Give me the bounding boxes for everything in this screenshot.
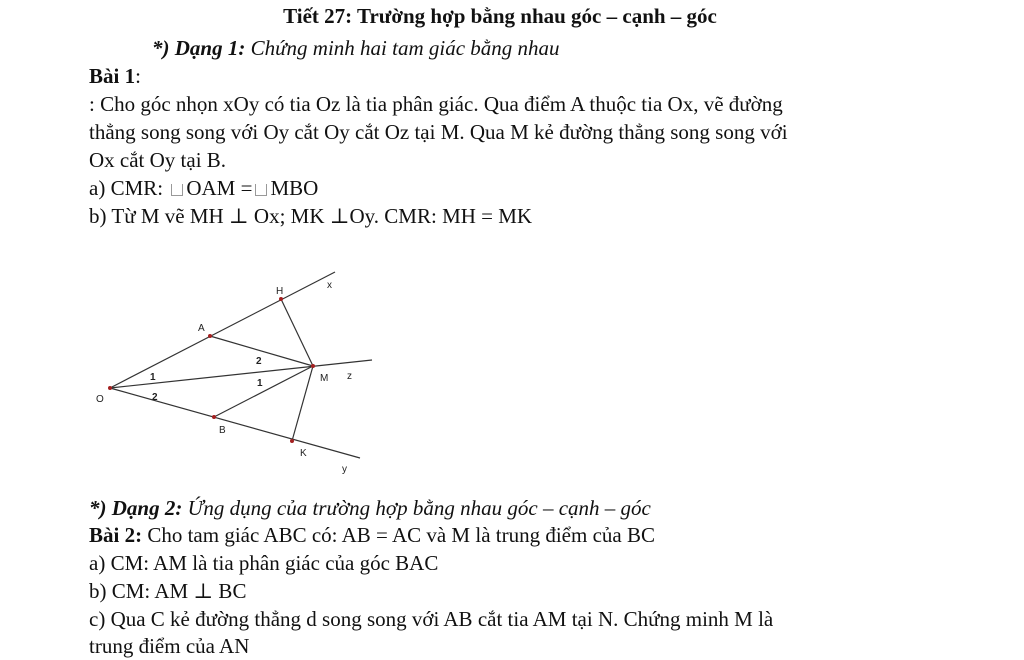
label-k: K (300, 448, 307, 459)
bai1-label: Bài 1 (89, 64, 136, 88)
segment-bm (214, 366, 313, 417)
point-a (208, 334, 212, 338)
dang2-text: Ứng dụng của trường hợp bằng nhau góc – cạnh – góc (182, 496, 651, 520)
dang1-text: Chứng minh hai tam giác bằng nhau (245, 36, 560, 60)
bai2-heading (89, 521, 655, 549)
point-k (290, 439, 294, 443)
label-y: y (342, 464, 347, 475)
label-m: M (320, 373, 329, 384)
bai1-line-3: Ox cắt Oy tại B. (89, 148, 227, 172)
label-h: H (276, 286, 284, 297)
bai2-part-b: b) CM: AM ⊥ BC (89, 579, 247, 603)
point-h (279, 297, 283, 301)
part-a-prefix: a) CMR: (89, 176, 169, 200)
label-a: A (198, 323, 205, 334)
bai1-line-2: thẳng song song với Oy cắt Oy cắt Oz tại M. Qua M kẻ đường thẳng song song với (89, 120, 788, 144)
ray-oy (110, 388, 360, 458)
triangle-oam: OAM = (186, 176, 253, 200)
angle-m2-label: 2 (256, 356, 262, 367)
dang1-label: *) Dạng 1: (152, 36, 246, 60)
dang2-label: *) Dạng 2: (89, 496, 183, 520)
ray-ox (110, 272, 335, 388)
dang2-heading (89, 494, 651, 522)
segment-mk (292, 366, 313, 441)
segment-mh (281, 299, 313, 366)
angle-o2-label: 2 (152, 392, 158, 403)
label-b: B (219, 425, 226, 436)
lesson-title: Tiết 27: Trường hợp bằng nhau góc – cạnh – góc (283, 4, 717, 28)
triangle-mbo: MBO (270, 176, 319, 200)
point-b (212, 415, 216, 419)
point-m (311, 364, 315, 368)
label-x: x (327, 280, 332, 291)
bai1-part-b: b) Từ M vẽ MH ⊥ Ox; MK ⊥Oy. CMR: MH = MK (89, 204, 533, 228)
bai2-part-c-line-2: trung điểm của AN (89, 634, 250, 658)
label-o: O (96, 394, 104, 405)
bai2-part-c-line-1: c) Qua C kẻ đường thẳng d song song với AB cắt tia AM tại N. Chứng minh M là (89, 607, 774, 631)
bai2-part-a: a) CM: AM là tia phân giác của góc BAC (89, 551, 439, 575)
point-o (108, 386, 112, 390)
bai2-label: Bài 2: (89, 523, 143, 547)
angle-o1-label: 1 (150, 372, 156, 383)
bai1-line-1: : Cho góc nhọn xOy có tia Oz là tia phân giác. Qua điểm A thuộc tia Ox, vẽ đường (89, 92, 783, 116)
bai2-text: Cho tam giác ABC có: AB = AC và M là trung điểm của BC (142, 523, 655, 547)
angle-m1-label: 1 (257, 378, 263, 389)
label-z: z (347, 371, 352, 382)
bai1-colon: : (135, 64, 141, 88)
